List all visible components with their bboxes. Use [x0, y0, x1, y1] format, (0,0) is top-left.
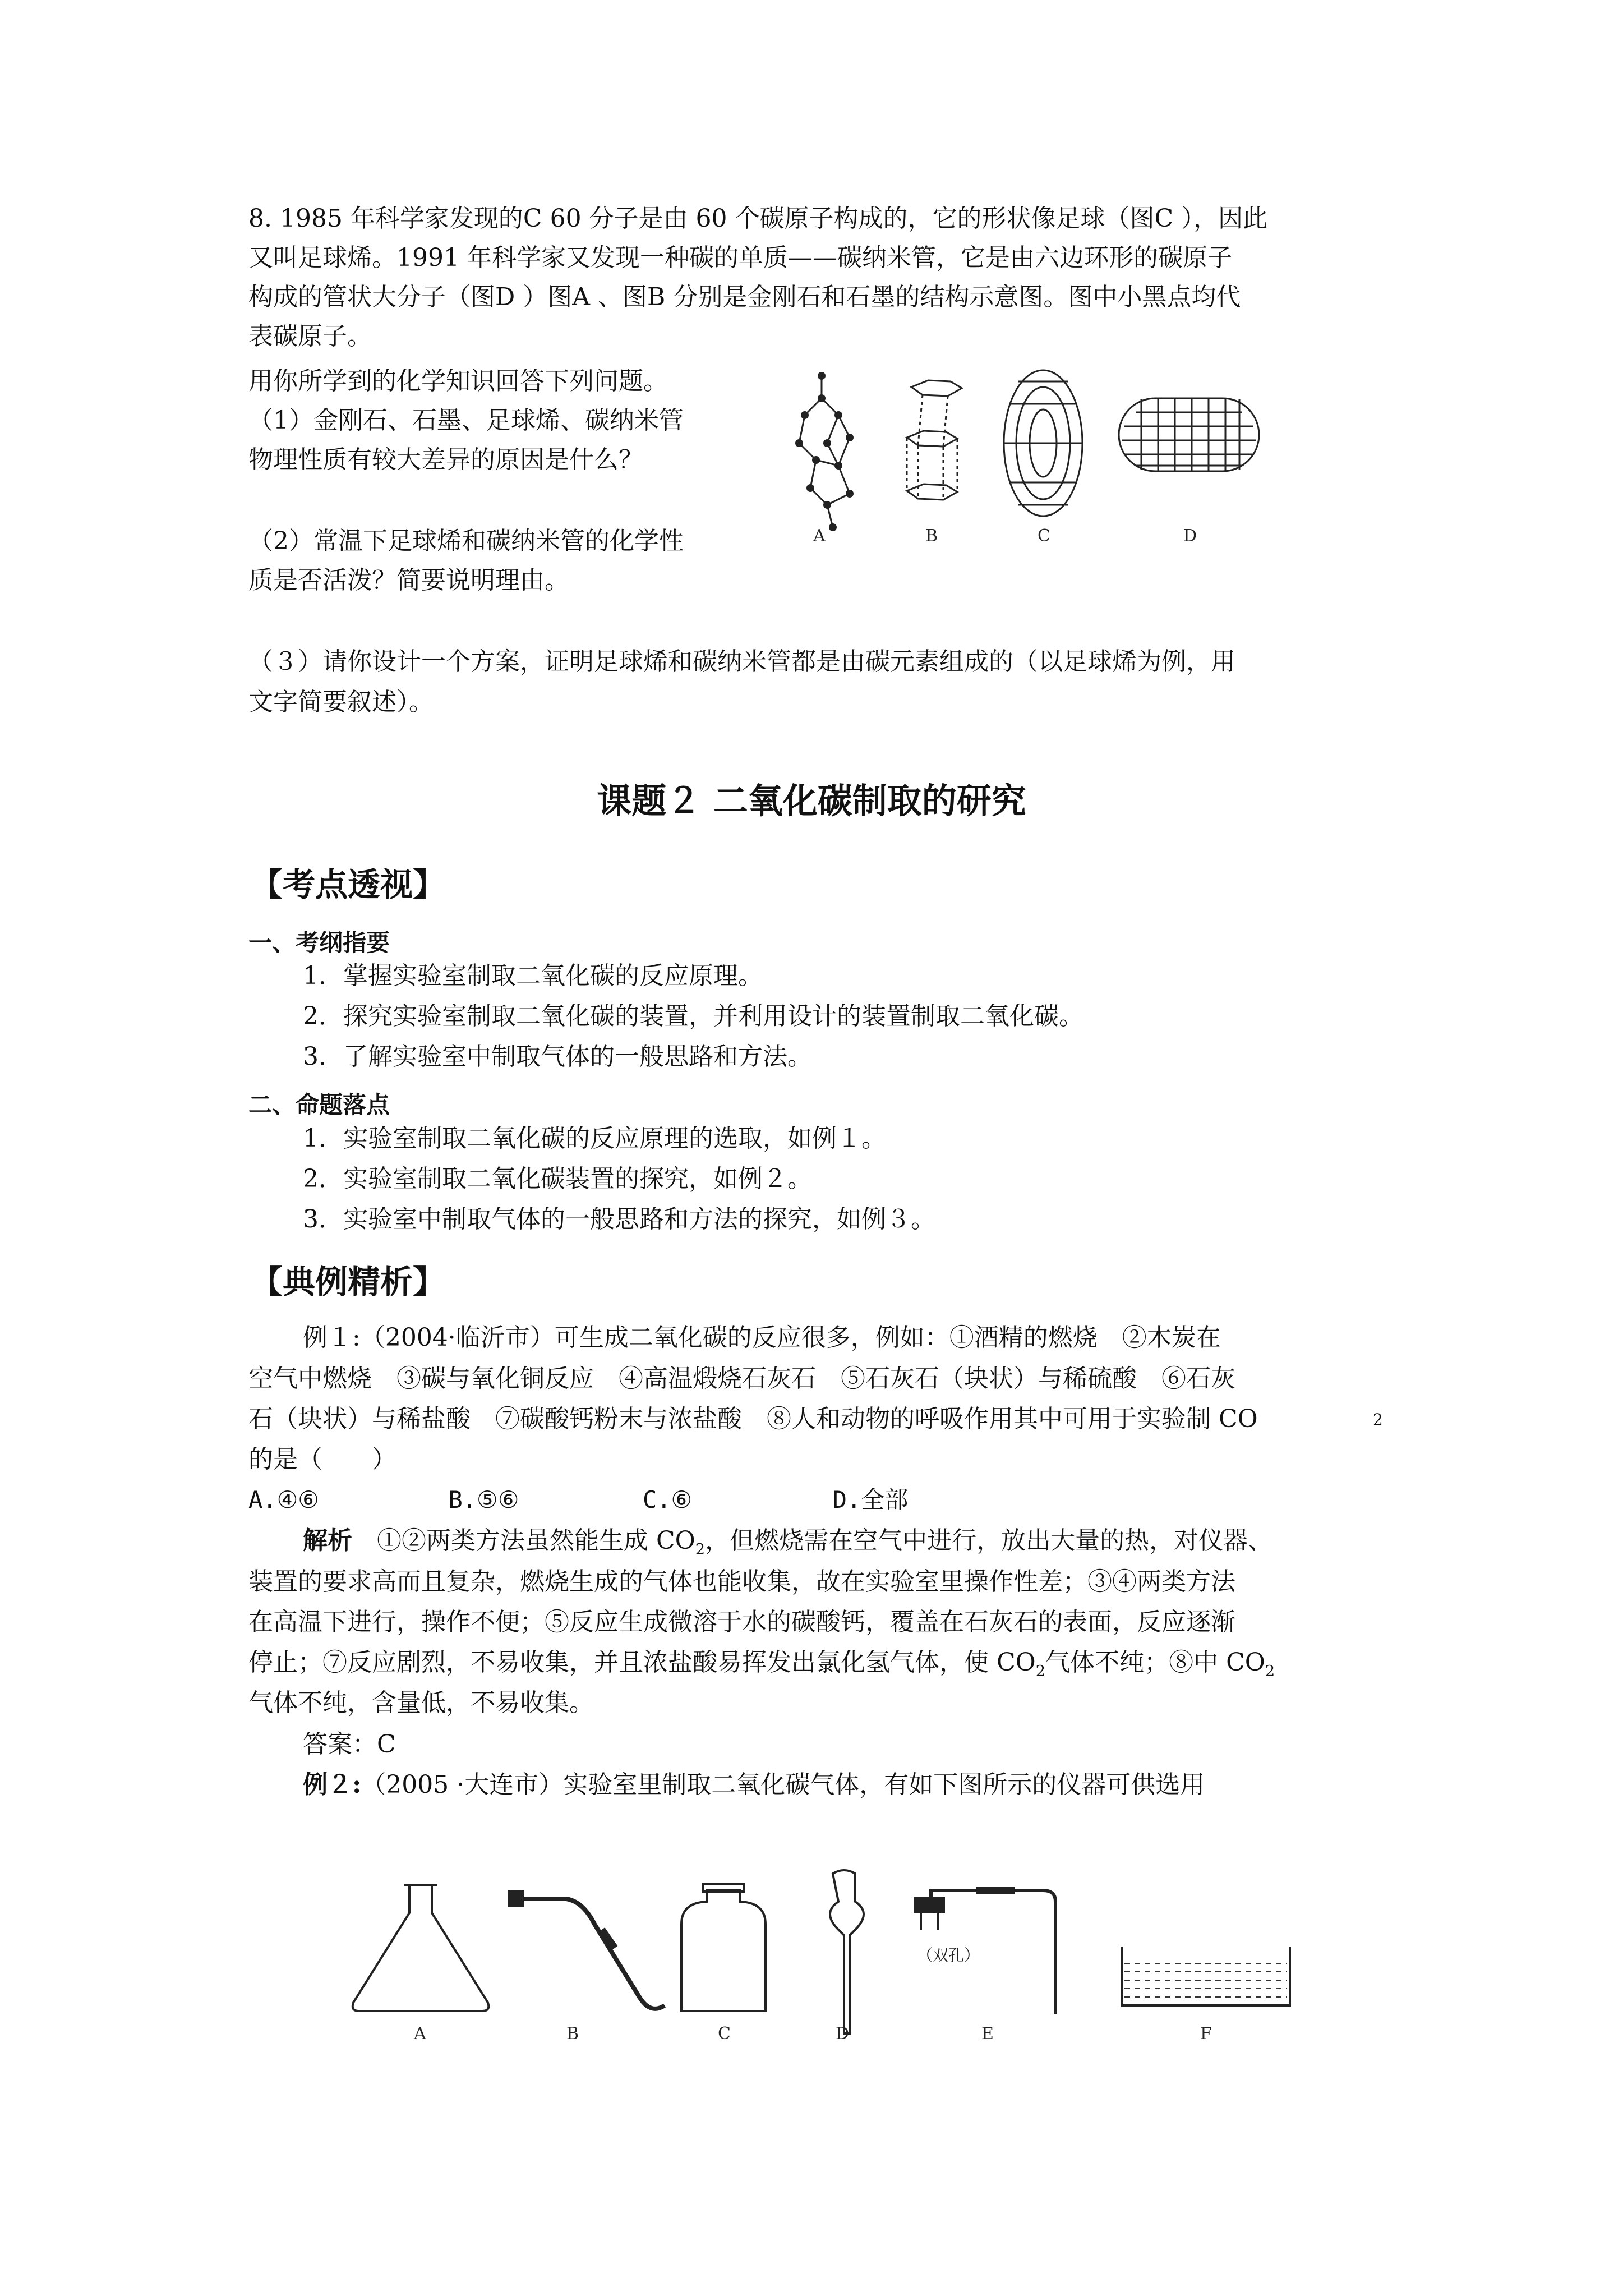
lesson-title: 课题２ 二氧化碳制取的研究 [597, 780, 1026, 821]
ex1-options [248, 1483, 908, 1517]
ex1-line-1 [303, 1321, 1221, 1355]
q8-line-4: 表碳原子。 [248, 322, 372, 351]
ex1-line-4 [248, 1443, 396, 1476]
mingti-item-1: 1．实验室制取二氧化碳的反应原理的选取，如例１。 [303, 1124, 886, 1153]
apparatus-label-e: E [981, 2024, 994, 2044]
analysis-line-4 [248, 1646, 1275, 1688]
option-c: C.⑥ [642, 1486, 693, 1513]
q8-line-9: 质是否活泼？简要说明理由。 [248, 566, 569, 595]
apparatus-label-b: B [566, 2024, 579, 2044]
apparatus-figure [348, 1868, 1346, 2047]
q8-line-5: 用你所学到的化学知识回答下列问题。 [248, 367, 668, 395]
kaogang-item-1: 1．掌握实验室制取二氧化碳的反应原理。 [303, 961, 763, 990]
apparatus-e-note: （双孔） [917, 1946, 980, 1964]
apparatus-label-f: F [1200, 2024, 1212, 2044]
kaogang-item-2: 2．探究实验室制取二氧化碳的装置，并利用设计的装置制取二氧化碳。 [303, 1002, 1083, 1030]
figure-label-c: C [1038, 526, 1050, 546]
analysis-line-5: 气体不纯，含量低，不易收集。 [248, 1688, 594, 1717]
q8-line-2: 又叫足球烯。1991 年科学家又发现一种碳的单质——碳纳米管，它是由六边环形的碳原子 [248, 243, 1232, 272]
analysis-line-1 [303, 1524, 1272, 1567]
analysis-text-1a: ①②两类方法虽然能生成 CO [377, 1526, 695, 1555]
apparatus-label-d: D [836, 2024, 850, 2044]
ex1-line-2: 空气中燃烧 ③碳与氧化铜反应 ④高温煅烧石灰石 ⑤石灰石（块状）与稀硫酸 ⑥石灰 [248, 1364, 1235, 1393]
analysis-sub-1: 2 [695, 1540, 706, 1558]
subheading-kaogang: 一、考纲指要 [248, 929, 390, 956]
ex1-label: 例１: [303, 1323, 361, 1352]
analysis-line-2: 装置的要求高而且复杂，燃烧生成的气体也能收集，故在实验室里操作性差；③④两类方法 [248, 1567, 1235, 1596]
apparatus-label-c: C [718, 2024, 731, 2044]
analysis-line-3: 在高温下进行，操作不便；⑤反应生成微溶于水的碳酸钙，覆盖在石灰石的表面，反应逐渐 [248, 1608, 1235, 1636]
q8-line-8: （2）常温下足球烯和碳纳米管的化学性 [248, 527, 684, 555]
q8-line-10: （３）请你设计一个方案，证明足球烯和碳纳米管都是由碳元素组成的（以足球烯为例，用 [248, 647, 1235, 676]
analysis-text-4b: 气体不纯；⑧中 CO [1045, 1648, 1265, 1677]
ex1-text-1: （2004·临沂市）可生成二氧化碳的反应很多，例如：①酒精的燃烧 ②木炭在 [360, 1323, 1221, 1352]
option-d: D.全部 [832, 1486, 909, 1513]
q8-line-3: 构成的管状大分子（图D ）图A 、图B 分别是金刚石和石墨的结构示意图。图中小黑点均代 [248, 283, 1241, 311]
graphite-structure-icon [907, 380, 962, 500]
diamond-structure-icon [795, 372, 854, 531]
mingti-item-2: 2．实验室制取二氧化碳装置的探究，如例２。 [303, 1165, 812, 1193]
figure-label-a: A [813, 526, 826, 546]
apparatus-label-a: A [414, 2024, 426, 2044]
ex1-line-3: 石（块状）与稀盐酸 ⑦碳酸钙粉末与浓盐酸 ⑧人和动物的呼吸作用其中可用于实验制 CO [248, 1405, 1258, 1433]
analysis-text-4a: 停止；⑦反应剧烈，不易收集，并且浓盐酸易挥发出氯化氢气体，使 CO [248, 1648, 1036, 1677]
conical-flask-icon [353, 1885, 489, 2011]
q8-line-6: （1）金刚石、石墨、足球烯、碳纳米管 [248, 406, 684, 435]
fullerene-structure-icon [1004, 370, 1082, 516]
q8-line-1: 8. 1985 年科学家发现的C 60 分子是由 60 个碳原子构成的，它的形状像足球（图C ），因此 [248, 204, 1268, 233]
nanotube-structure-icon [1119, 398, 1259, 471]
option-a: A.④⑥ [248, 1486, 319, 1513]
mingti-item-3: 3．实验室中制取气体的一般思路和方法的探究，如例３。 [303, 1205, 935, 1234]
analysis-sub-3: 2 [1265, 1662, 1275, 1680]
kaogang-item-3: 3．了解实验室中制取气体的一般思路和方法。 [303, 1042, 812, 1071]
section-heading-dianli: 【典例精析】 [250, 1263, 446, 1301]
long-neck-funnel-icon [830, 1870, 864, 2033]
gas-jar-icon [681, 1884, 766, 2011]
water-trough-icon [1122, 1947, 1290, 2005]
ex1-text-4: 的是（ ） [248, 1445, 396, 1474]
q8-line-11: 文字简要叙述）。 [248, 688, 434, 716]
q8-line-7: 物理性质有较大差异的原因是什么？ [248, 445, 643, 474]
ex2-line [303, 1768, 1205, 1802]
ex2-label: 例２: [303, 1770, 362, 1799]
analysis-sub-2: 2 [1035, 1662, 1046, 1680]
carbon-structures-figure [782, 353, 1276, 555]
ex1-co2-sub: 2 [1373, 1410, 1383, 1429]
analysis-text-1b: ，但燃烧需在空气中进行，放出大量的热，对仪器、 [705, 1526, 1273, 1555]
figure-label-b: B [925, 526, 938, 546]
section-heading-kaodian: 【考点透视】 [250, 866, 446, 904]
answer-line: 答案：C [303, 1730, 396, 1759]
subheading-mingti: 二、命题落点 [248, 1091, 390, 1119]
analysis-label: 解析 [303, 1526, 352, 1555]
ex2-text: （2005 ·大连市）实验室里制取二氧化碳气体，有如下图所示的仪器可供选用 [361, 1770, 1205, 1799]
stopper-tube-icon [508, 1890, 665, 2009]
figure-label-d: D [1183, 526, 1197, 546]
option-b: B.⑤⑥ [448, 1486, 519, 1513]
